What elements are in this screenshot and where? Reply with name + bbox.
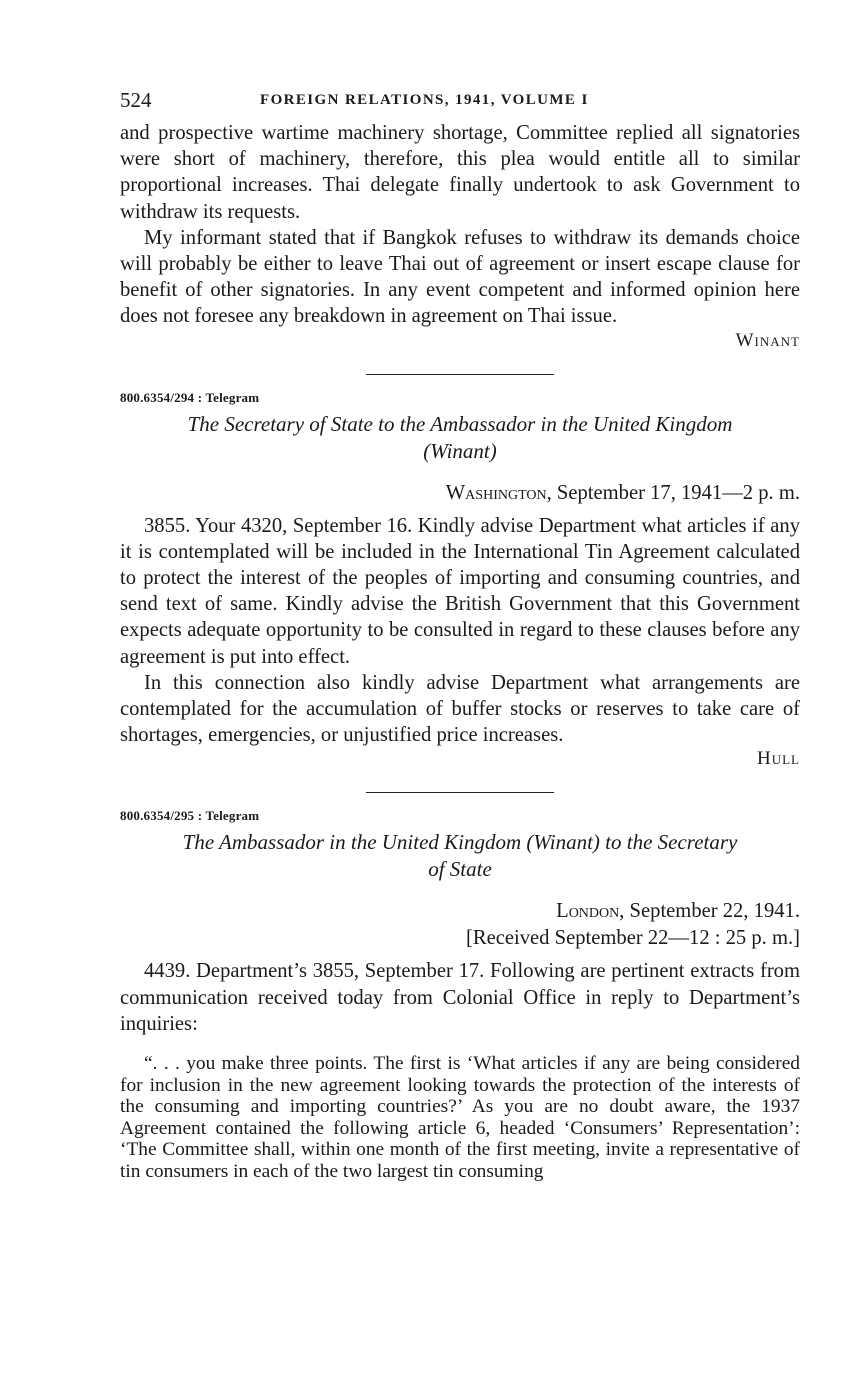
- section-winant-report: [120, 120, 800, 354]
- document-title-line: The Ambassador in the United Kingdom (Winant) to the Secretary: [182, 830, 738, 855]
- file-reference: 800.6354/295 : Telegram: [120, 808, 260, 824]
- section-telegram-295: [120, 807, 800, 1182]
- section-telegram-294: [120, 389, 800, 773]
- section-divider: [366, 792, 554, 793]
- informant-paragraph: My informant stated that if Bangkok refuses to withdraw its demands choice will probably be either to leave Thai out of agreement or insert escape clause for benefit of other signatories. In any event competent and informed opinion here does not foresee any breakdown in agreement on Thai issue.: [120, 226, 800, 328]
- document-title-line: The Secretary of State to the Ambassador in the United Kingdom: [187, 411, 733, 436]
- section-divider: [366, 374, 554, 375]
- document-title-line: of State: [428, 857, 492, 882]
- dateline-date: , September 22, 1941.: [619, 900, 800, 923]
- dateline-place: Washington: [445, 481, 547, 504]
- document-title: [120, 411, 800, 465]
- dateline-date: , September 17, 1941—2 p. m.: [546, 481, 800, 504]
- page-number: 524: [120, 88, 152, 112]
- dateline-place: London: [556, 900, 620, 923]
- running-title: FOREIGN RELATIONS, 1941, VOLUME I: [260, 92, 589, 108]
- telegram-paragraph: 3855. Your 4320, September 16. Kindly advise Department what articles if any it is contemplated will be included in the International Tin Agreement calculated to protect the interest of the peoples of importing and consuming countries, and send text of same. Kindly advise the British Government that this Government expects adequate opportunity to be consulted in regard to these clauses before any agreement is put into effect.: [120, 514, 800, 668]
- file-reference: 800.6354/294 : Telegram: [120, 389, 260, 405]
- dateline: [120, 480, 800, 507]
- document-title: [120, 829, 800, 883]
- continuation-paragraph: and prospective wartime machinery shortage, Committee replied all signatories were short of machinery, therefore, this plea would entitle all to similar proportional increases. Thai delegate finally undertook to ask Government to withdraw its requests.: [120, 122, 800, 223]
- telegram-paragraph: In this connection also kindly advise Department what arrangements are contemplated for the accumulation of buffer stocks or reserves to take care of shortages, emergencies, or unjustified price increases.: [120, 671, 800, 747]
- dateline: [120, 898, 800, 925]
- running-header: [120, 86, 800, 120]
- document-title-line: (Winant): [423, 438, 497, 463]
- document-page: [120, 86, 800, 1183]
- signature-winant: Winant: [735, 329, 800, 351]
- telegram-paragraph: 4439. Department’s 3855, September 17. Following are pertinent extracts from communication received today from Colonial Office in reply to Department’s inquiries:: [120, 960, 800, 1035]
- quoted-extract: “. . . you make three points. The first is ‘What articles if any are being considered for inclusion in the new agreement looking towards the protection of the interests of the consuming and importing countries?’ As you are no doubt aware, the 1937 Agreement contained the following article 6, headed ‘Consumers’ Representation’: ‘The Committee shall, within one month of the first meeting, invite a representative of tin consumers in each of the two largest tin consuming: [120, 1053, 800, 1183]
- signature-hull: Hull: [757, 748, 800, 770]
- received-line: [Received September 22—12 : 25 p. m.]: [466, 927, 800, 950]
